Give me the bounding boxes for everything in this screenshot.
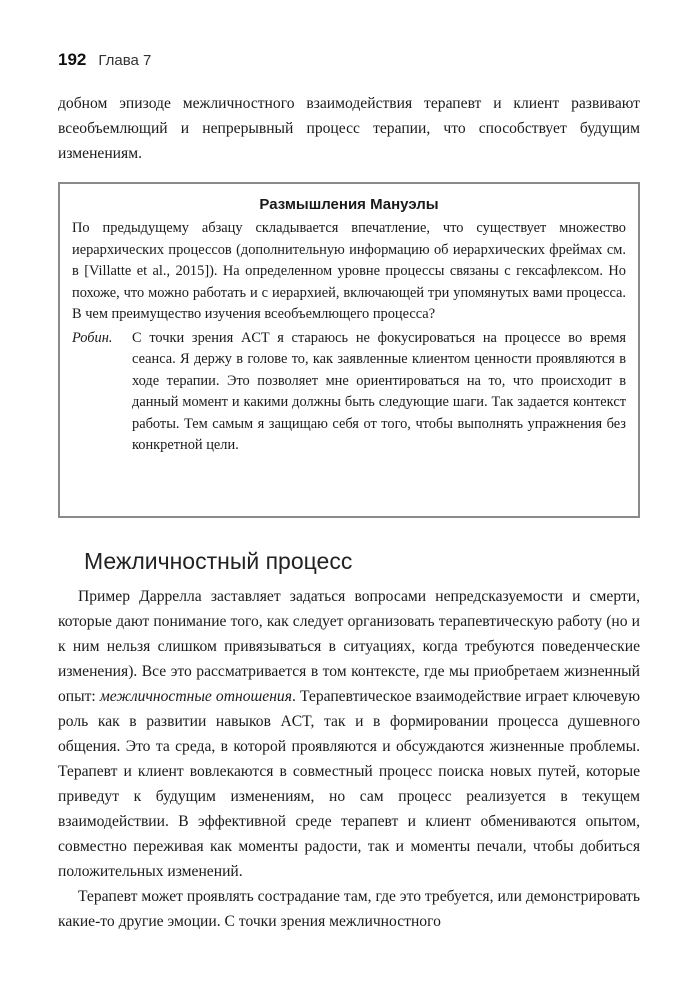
intro-block [58, 91, 640, 166]
sidebar-body: По предыдущему абзацу складывается впечатление, что существует множество иерархических процессов (дополнительную информацию об иерархических фреймах см. в [Villatte et al., 2015]). На определенном уровне процессы связаны с гексафлексом. Но похоже, что можно работать и с иерархией, включающей три упомянутых вами процесса. В чем преимущество изучения всеобъемлющего процесса? [72, 220, 626, 322]
reply-speaker: Робин. [72, 329, 113, 346]
chapter-label: Глава 7 [98, 52, 152, 69]
sidebar-title: Размышления Мануэлы [259, 196, 439, 213]
sidebar-reply [72, 328, 626, 457]
section-paragraph-1 [58, 584, 640, 884]
section-body [58, 584, 640, 934]
section-paragraph-2: Терапевт может проявлять сострадание там, где это требуется, или демонстрировать какие-то другие эмоции. С точки зрения межличностного [58, 888, 640, 930]
running-head [58, 50, 151, 70]
page-number: 192 [58, 50, 87, 69]
p1-text-after: . Терапевтическое взаимодействие играет ключевую роль как в развитии навыков ACT, так и в формировании процесса душевного общения. Это та среда, в которой проявляются и обсуждаются жизненные проблемы. Терапевт и клиент вовлекаются в совместный процесс поиска новых путей, которые приведут к будущим изменениям, но сам процесс реализуется в текущем взаимодействии. В эффективной среде терапевт и клиент обмениваются опытом, совместно переживая как моменты радости, так и моменты печали, чтобы добиться положительных изменений. [58, 688, 640, 880]
p1-emphasis: межличностные отношения [99, 688, 292, 705]
p1-text-before: Пример Даррелла заставляет задаться вопросами непредсказуемости и смерти, которые дают понимание того, как следует организовать терапевтическую работу (но и к ним нельзя слишком привязываться в ситуациях, когда требуются поведенческие изменения). Все это рассматривается в том контексте, где мы приобретаем жизненный опыт: [58, 588, 640, 705]
reflection-sidebar [58, 182, 640, 518]
reply-text: С точки зрения ACT я стараюсь не фокусироваться на процессе во время сеанса. Я держу в голове то, как заявленные клиентом ценности проявляются в ходе терапии. Это позволяет мне ориентироваться на то, что происходит в данный момент и какими должны быть следующие шаги. Так задается контекст работы. Тем самым я защищаю себя от того, чтобы выполнять упражнения без конкретной цели. [132, 329, 626, 453]
intro-paragraph: добном эпизоде межличностного взаимодействия терапевт и клиент развивают всеобъемлющий и непрерывный процесс терапии, что способствует будущим изменениям. [58, 95, 640, 162]
section-heading: Межличностный процесс [84, 548, 353, 574]
